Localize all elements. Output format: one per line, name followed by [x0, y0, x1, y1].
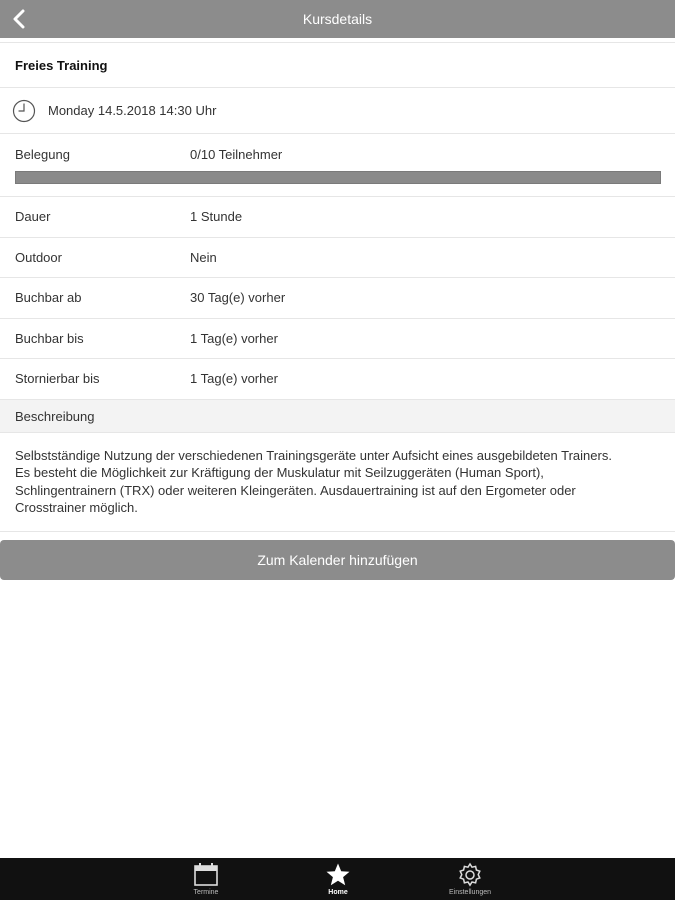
- detail-value: 1 Stunde: [190, 209, 243, 224]
- detail-label: Outdoor: [15, 249, 62, 265]
- occupancy-progress-bar: [15, 171, 661, 184]
- detail-value: Nein: [190, 249, 217, 265]
- detail-row-duration: [0, 197, 675, 238]
- add-to-calendar-button[interactable]: Zum Kalender hinzufügen: [0, 540, 675, 580]
- course-title-row: [0, 43, 675, 88]
- description-heading-row: [0, 400, 675, 433]
- detail-label: Stornierbar bis: [15, 371, 100, 386]
- gear-icon: [457, 862, 483, 888]
- course-details: [0, 42, 675, 532]
- detail-value: 1 Tag(e) vorher: [190, 330, 278, 346]
- star-icon: [325, 862, 351, 888]
- page-title: Kursdetails: [302, 11, 373, 27]
- course-datetime: Monday 14.5.2018 14:30 Uhr: [48, 103, 217, 118]
- top-bar: [0, 0, 675, 38]
- course-date-row: [0, 88, 675, 134]
- detail-row-cancellable-until: [0, 359, 675, 400]
- calendar-icon: [193, 862, 219, 888]
- tab-einstellungen[interactable]: [430, 858, 510, 900]
- detail-label: Buchbar ab: [15, 290, 82, 305]
- detail-row-bookable-until: [0, 319, 675, 360]
- clock-icon: [12, 99, 36, 123]
- tab-label: Termine: [193, 889, 219, 896]
- description-text: Selbstständige Nutzung der verschiedenen Trainingsgeräte unter Aufsicht eines ausgebildeten Trainers. Es besteht die Möglichkeit zur Kräftigung der Muskulatur mit Seilzuggeräten (Human Sport), Schlingentrainern (TRX) oder weiteren Kleingeräten. Ausdauertraining ist auf den Ergometer oder Crosstrainer möglich.: [0, 433, 675, 532]
- course-title: Freies Training: [15, 58, 108, 73]
- detail-row-bookable-from: [0, 278, 675, 319]
- description-heading: Beschreibung: [15, 408, 95, 424]
- tab-label: Einstellungen: [448, 889, 492, 896]
- detail-label: Buchbar bis: [15, 330, 84, 346]
- detail-label: Dauer: [15, 209, 51, 224]
- detail-row-outdoor: [0, 238, 675, 279]
- tab-home[interactable]: [298, 858, 378, 900]
- occupancy-label: Belegung: [15, 147, 70, 162]
- detail-value: 1 Tag(e) vorher: [190, 371, 278, 386]
- bottom-tab-bar: [0, 858, 675, 900]
- occupancy-value: 0/10 Teilnehmer: [190, 147, 283, 162]
- detail-value: 30 Tag(e) vorher: [190, 290, 286, 305]
- tab-label: Home: [328, 889, 348, 896]
- tab-termine[interactable]: [166, 858, 246, 900]
- occupancy-row: [0, 134, 675, 197]
